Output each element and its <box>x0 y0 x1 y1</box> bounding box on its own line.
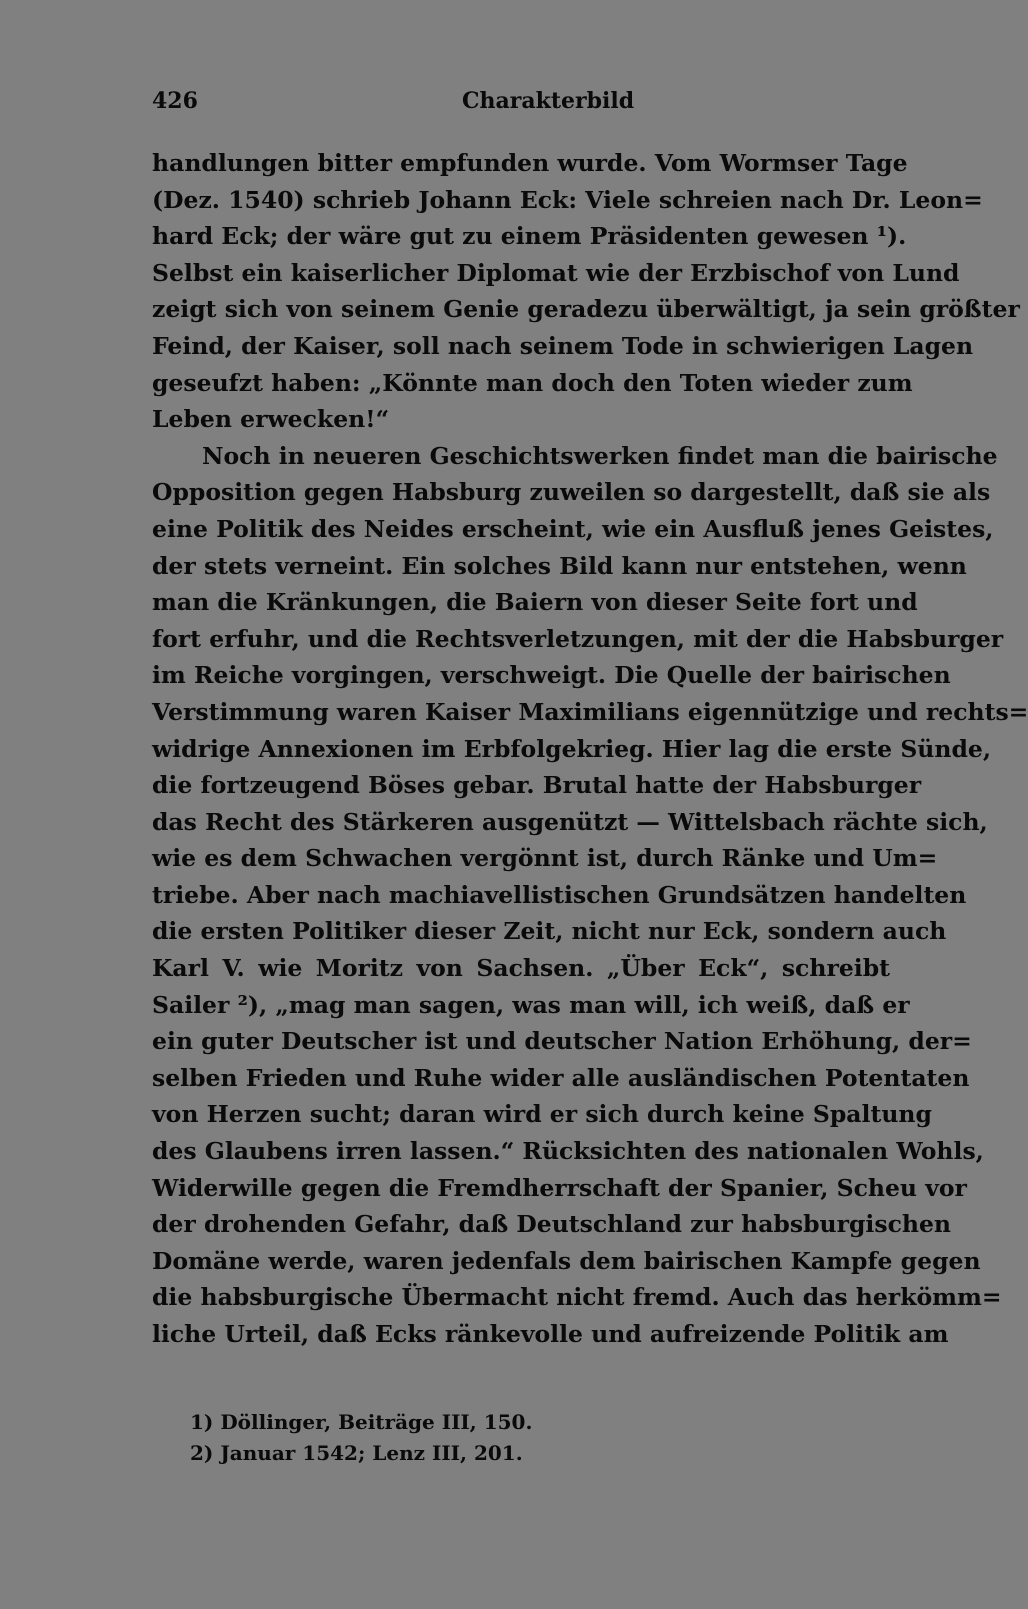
text-line: liche Urteil, daß Ecks ränkevolle und aufreizende Politik am <box>152 1320 949 1348</box>
text-line: Sailer ²), „mag man sagen, was man will, ich weiß, daß er <box>152 990 910 1019</box>
text-line: Feind, der Kaiser, soll nach seinem Tode in schwierigen Lagen <box>152 331 974 360</box>
page-header <box>152 88 890 122</box>
text-line: fort erfuhr, und die Rechtsverletzungen, mit der die Habsburger <box>152 624 1004 653</box>
text-line: geseufzt haben: „Könnte man doch den Toten wieder zum <box>152 368 913 397</box>
text-line: Selbst ein kaiserlicher Diplomat wie der Erzbischof von Lund <box>152 258 960 287</box>
text-line: Karl V. wie Moritz von Sachsen. „Über Eck“, schreibt <box>152 954 890 983</box>
text-line: die habsburgische Übermacht nicht fremd. Auch das herkömm= <box>152 1283 1002 1312</box>
text-line: (Dez. 1540) schrieb Johann Eck: Viele schreien nach Dr. Leon= <box>152 185 983 214</box>
text-line: zeigt sich von seinem Genie geradezu überwältigt, ja sein größter <box>152 295 1020 324</box>
running-title: Charakterbild <box>462 88 635 114</box>
text-line: handlungen bitter empfunden wurde. Vom Wormser Tage <box>152 149 908 177</box>
text-line: im Reiche vorgingen, verschweigt. Die Quelle der bairischen <box>152 661 951 690</box>
text-line: die fortzeugend Böses gebar. Brutal hatte der Habsburger <box>152 771 922 800</box>
footnote: 2) Januar 1542; Lenz III, 201. <box>190 1441 523 1465</box>
text-line: der drohenden Gefahr, daß Deutschland zur habsburgischen <box>152 1210 952 1239</box>
text-line: hard Eck; der wäre gut zu einem Präsidenten gewesen ¹). <box>152 222 907 251</box>
text-line: eine Politik des Neides erscheint, wie ein Ausfluß jenes Geistes, <box>152 514 994 543</box>
text-line: der stets verneint. Ein solches Bild kann nur entstehen, wenn <box>152 551 967 580</box>
text-line: wie es dem Schwachen vergönnt ist, durch Ränke und Um= <box>152 844 938 873</box>
text-line: Domäne werde, waren jedenfals dem bairischen Kampfe gegen <box>152 1246 981 1275</box>
text-line: Noch in neueren Geschichtswerken findet man die bairische <box>202 441 998 470</box>
text-line: Opposition gegen Habsburg zuweilen so dargestellt, daß sie als <box>152 478 991 507</box>
text-line: Leben erwecken!“ <box>152 405 390 434</box>
text-line: triebe. Aber nach machiavellistischen Grundsätzen handelten <box>152 880 967 909</box>
body-text <box>152 145 1028 1353</box>
text-line: Verstimmung waren Kaiser Maximilians eigennützige und rechts= <box>152 697 1028 726</box>
text-line: von Herzen sucht; daran wird er sich durch keine Spaltung <box>152 1100 932 1129</box>
text-line: ein guter Deutscher ist und deutscher Nation Erhöhung, der= <box>152 1027 972 1056</box>
text-line: man die Kränkungen, die Baiern von dieser Seite fort und <box>152 588 918 617</box>
text-line: die ersten Politiker dieser Zeit, nicht nur Eck, sondern auch <box>152 917 947 946</box>
footnote: 1) Döllinger, Beiträge III, 150. <box>190 1410 533 1434</box>
text-line: selben Frieden und Ruhe wider alle ausländischen Potentaten <box>152 1063 970 1092</box>
text-line: Widerwille gegen die Fremdherrschaft der Spanier, Scheu vor <box>152 1173 967 1202</box>
footnotes <box>190 1407 790 1469</box>
page-number: 426 <box>152 88 198 114</box>
text-line: widrige Annexionen im Erbfolgekrieg. Hier lag die erste Sünde, <box>152 734 992 763</box>
text-line: das Recht des Stärkeren ausgenützt — Wittelsbach rächte sich, <box>152 807 988 836</box>
text-line: des Glaubens irren lassen.“ Rücksichten des nationalen Wohls, <box>152 1137 984 1166</box>
